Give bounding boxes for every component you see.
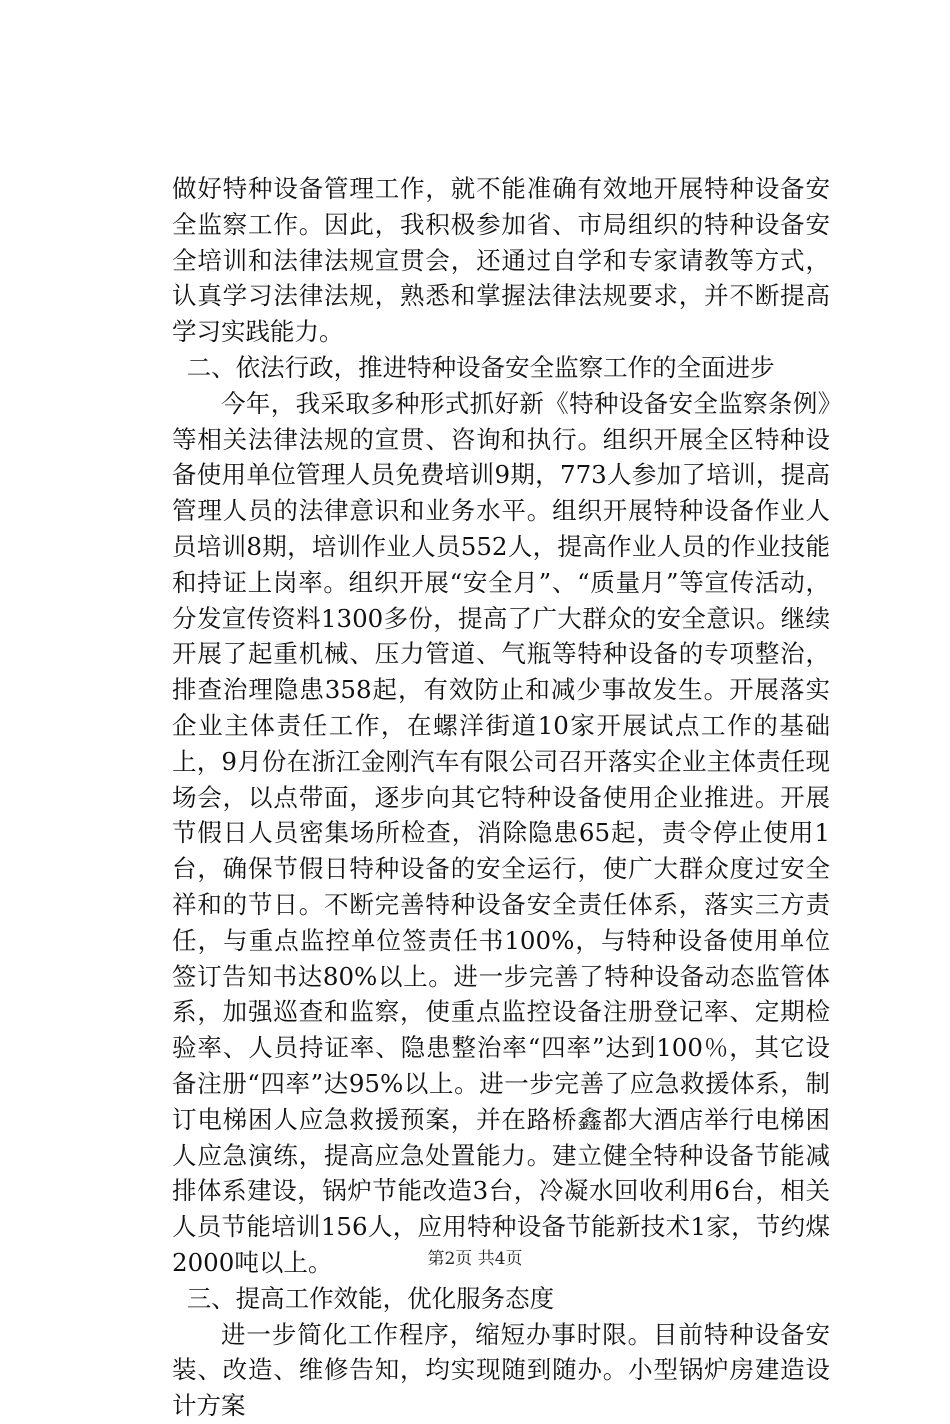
paragraph-section-2-body: 今年，我采取多种形式抓好新《特种设备安全监察条例》等相关法律法规的宣贯、咨询和执行。组织开展全区特种设备使用单位管理人员免费培训9期，773人参加了培训，提高管理人员的法律意识和业务水平。组织开展特种设备作业人员培训8期，培训作业人员552人，提高作业人员的作业技能和持证上岗率。组织开展“安全月”、“质量月”等宣传活动，分发宣传资料1300多份，提高了广大群众的安全意识。继续开展了起重机械、压力管道、气瓶等特种设备的专项整治，排查治理隐患358起，有效防止和减少事故发生。开展落实企业主体责任工作，在螺洋街道10家开展试点工作的基础上，9月份在浙江金刚汽车有限公司召开落实企业主体责任现场会，以点带面，逐步向其它特种设备使用企业推进。开展节假日人员密集场所检查，消除隐患65起，责令停止使用1台，确保节假日特种设备的安全运行，使广大群众度过安全祥和的节日。不断完善特种设备安全责任体系，落实三方责任，与重点监控单位签责任书100%，与特种设备使用单位签订告知书达80%以上。进一步完善了特种设备动态监管体系，加强巡查和监察，使重点监控设备注册登记率、定期检验率、人员持证率、隐患整治率“四率”达到100％，其它设备注册“四率”达95%以上。进一步完善了应急救援体系，制订电梯困人应急救援预案，并在路桥鑫都大酒店举行电梯困人应急演练，提高应急处置能力。建立健全特种设备节能减排体系建设，锅炉节能改造3台，冷凝水回收利用6台，相关人员节能培训156人，应用特种设备节能新技术1家，节约煤2000吨以上。 (172, 388, 830, 1277)
paragraph-section-3-body: 进一步简化工作程序，缩短办事时限。目前特种设备安装、改造、维修告知，均实现随到随办。小型锅炉房建造设计方案 (172, 1319, 830, 1421)
body-text (172, 171, 830, 1424)
paragraph-continuation: 做好特种设备管理工作，就不能准确有效地开展特种设备安全监察工作。因此，我积极参加省、市局组织的特种设备安全培训和法律法规宣贯会，还通过自学和专家请教等方式，认真学习法律法规，熟悉和掌握法律法规要求，并不断提高学习实践能力。 (172, 174, 830, 347)
section-heading-2: 二、依法行政，推进特种设备安全监察工作的全面进步 (186, 352, 775, 382)
page-number-footer: 第2页 共4页 (427, 1249, 523, 1269)
section-heading-3: 三、提高工作效能，优化服务态度 (186, 1283, 555, 1313)
